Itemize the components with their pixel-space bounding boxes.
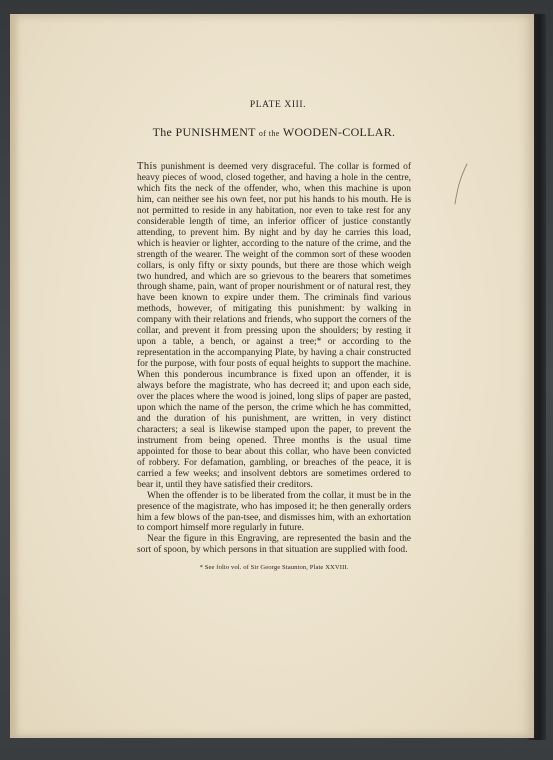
page-title: [137, 125, 411, 140]
page-gutter-shadow: [10, 14, 20, 738]
title-part-2: of the: [258, 129, 280, 138]
book-page: [10, 14, 534, 738]
pencil-mark: [453, 162, 469, 210]
paragraph-1-body: punishment is deemed very disgraceful. The collar is formed of heavy pieces of wood, closed together, and having a hole in the centre, which fits the neck of the offender, who, when this machine is upon him, can neither see his own feet, nor put his hands to his mouth. He is not permitted to reside in any habitation, nor even to take rest for any considerable length of time, an inferior officer of justice constantly attending, to prevent him. By night and by day he carries this load, which is heavier or lighter, according to the nature of the crime, and the strength of the wearer. The weight of the common sort of these wooden collars, is only fifty or sixty pounds, but there are those which weigh two hundred, and which are so grievous to the bearers that sometimes through shame, pain, want of proper nourishment or of natural rest, they have been known to expire under them. The criminals find various methods, however, of mitigating this punishment: by walking in company with their relations and friends, who support the corners of the collar, and prevent it from pressing upon the shoulders; by resting it upon a table, a bench, or against a tree;* or according to the representation in the accompanying Plate, by having a chair constructed for the purpose, with four posts of equal heights to support the machine. When this ponderous incumbrance is fixed upon an offender, it is always before the magistrate, who has decreed it; and upon each side, over the places where the wood is joined, long slips of paper are pasted, upon which the name of the person, the crime which he has committed, and the duration of his punishment, are written, in very distinct characters; a seal is likewise stamped upon the paper, to prevent the instrument from being opened. Three months is the usual time appointed for those to bear about this collar, who have been convicted of robbery. For defamation, gambling, or breaches of the peace, it is carried a few weeks; and insolvent debtors are sometimes ordered to bear it, until they have satisfied their creditors.: [137, 162, 411, 490]
paragraph-1-lead: This: [137, 161, 158, 172]
paragraph-1: [137, 162, 411, 491]
paragraph-3: Near the figure in this Engraving, are represented the basin and the sort of spoon, by which persons in that situation are supplied with food.: [137, 534, 411, 556]
paragraph-2: When the offender is to be liberated from the collar, it must be in the presence of the magistrate, who has imposed it; he then generally orders him a few blows of the pan-tsee, and dismisses him, with an exhortation to comport himself more regularly in future.: [137, 490, 411, 534]
text-block: [137, 100, 411, 571]
title-part-1: The PUNISHMENT: [152, 125, 256, 139]
title-part-3: WOODEN-COLLAR.: [282, 125, 396, 139]
footnote: * See folio vol. of Sir George Staunton, Plate XXVIII.: [199, 564, 349, 572]
plate-number: PLATE XIII.: [249, 100, 307, 110]
